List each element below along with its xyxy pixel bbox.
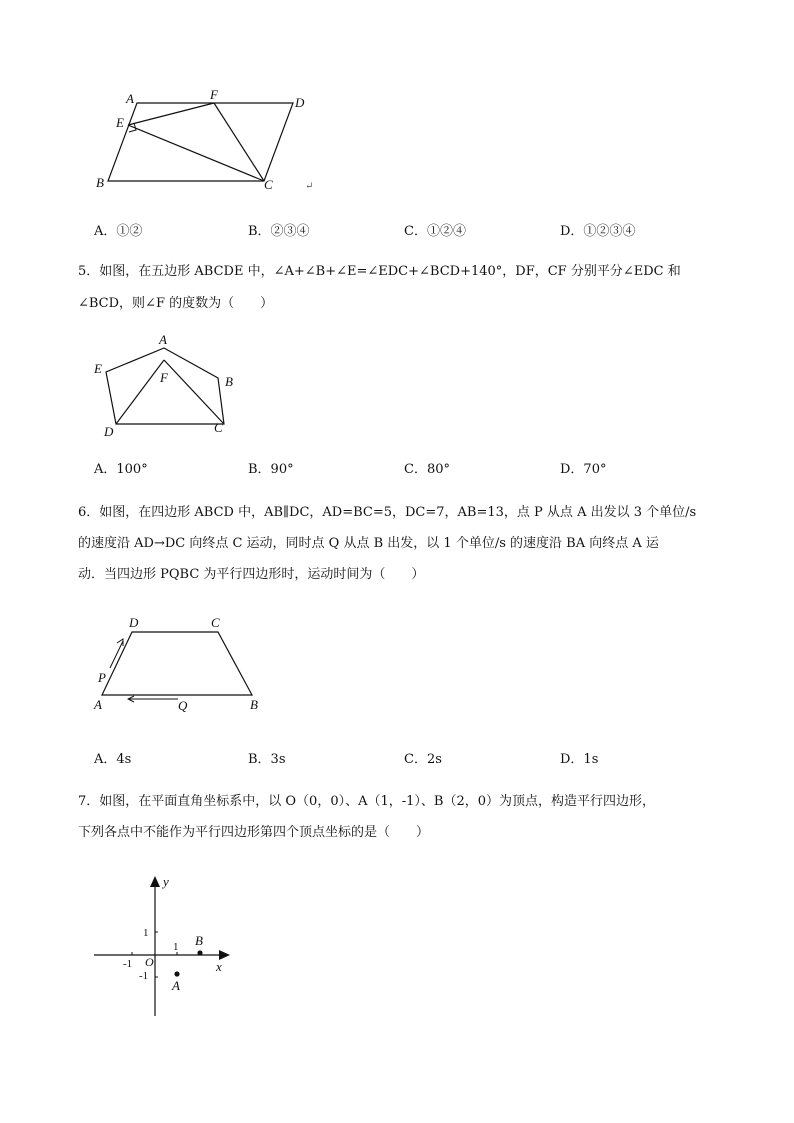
q4-parallelogram-outline <box>108 103 293 181</box>
q5-option-b[interactable]: B．90° <box>248 462 294 477</box>
q6-trapezoid-outline <box>102 632 252 695</box>
q4-label-A: A <box>126 91 134 106</box>
q5-segment-DF <box>116 360 164 424</box>
q5-option-a[interactable]: A．100° <box>94 462 148 477</box>
q6-text-line-2: 的速度沿 AD→DC 向终点 C 运动，同时点 Q 从点 B 出发，以 1 个单位/s 的速度沿 BA 向终点 A 运 <box>78 536 659 551</box>
q4-label-C: C <box>264 177 273 192</box>
q4-label-B: B <box>96 175 104 190</box>
q6-option-c[interactable]: C．2s <box>404 752 442 767</box>
q5-label-A: A <box>159 332 167 347</box>
q7-tick-label-x-neg1: -1 <box>123 958 133 970</box>
q6-option-d[interactable]: D．1s <box>560 752 599 767</box>
q6-option-a[interactable]: A．4s <box>94 752 132 767</box>
q7-text-line-2: 下列各点中不能作为平行四边形第四个顶点坐标的是（ ） <box>78 825 430 840</box>
q5-label-F: F <box>160 370 168 385</box>
q7-label-y: y <box>163 874 169 889</box>
q5-text-line-1: 5．如图，在五边形 ABCDE 中，∠A+∠B+∠E=∠EDC+∠BCD+140°，DF，CF 分别平分∠EDC 和 <box>78 264 681 279</box>
q7-label-O: O <box>145 955 154 969</box>
q5-segment-CF <box>164 360 224 424</box>
q5-label-E: E <box>94 361 102 376</box>
q7-y-axis-arrowhead <box>150 876 160 887</box>
q6-label-B: B <box>250 697 258 712</box>
q6-label-D: D <box>129 615 139 630</box>
q7-text-line-1: 7．如图，在平面直角坐标系中，以 O（0，0）、A（1，-1）、B（2，0）为顶点，构造平行四边形， <box>78 794 656 809</box>
q7-coordinate-plane-figure <box>88 868 248 1020</box>
q6-label-A: A <box>94 697 102 712</box>
q4-parallelogram-figure <box>90 85 330 200</box>
q6-label-Q: Q <box>178 698 188 713</box>
q5-text-line-2: ∠BCD，则∠F 的度数为（ ） <box>78 296 274 311</box>
q5-label-C: C <box>214 420 223 435</box>
q7-tick-label-y-1: 1 <box>143 927 149 939</box>
q7-label-A: A <box>172 978 180 993</box>
q4-segment-EC <box>128 125 264 181</box>
q5-label-B: B <box>225 374 233 389</box>
q6-label-C: C <box>211 615 220 630</box>
q6-trapezoid-figure <box>88 610 278 720</box>
q6-option-b[interactable]: B．3s <box>248 752 286 767</box>
q6-text-line-1: 6．如图，在四边形 ABCD 中，AB∥DC，AD=BC=5，DC=7，AB=13，点 P 从点 A 出发以 3 个单位/s <box>78 505 697 520</box>
q6-label-P: P <box>98 670 106 685</box>
q4-label-E: E <box>116 115 124 130</box>
q6-text-line-3: 动．当四边形 PQBC 为平行四边形时，运动时间为（ ） <box>78 567 425 582</box>
q4-option-b[interactable]: B．②③④ <box>248 224 310 239</box>
q5-option-c[interactable]: C．80° <box>404 462 450 477</box>
q7-point-A <box>174 971 179 976</box>
q4-return-mark: ↵ <box>305 181 314 192</box>
q4-option-a[interactable]: A．①② <box>94 224 143 239</box>
q7-label-B: B <box>195 933 203 948</box>
q4-option-d[interactable]: D．①②③④ <box>560 224 636 239</box>
q4-label-F: F <box>210 87 218 102</box>
q4-segment-FC <box>214 103 264 181</box>
q7-label-x: x <box>216 959 222 974</box>
q5-label-D: D <box>104 424 114 439</box>
q7-tick-label-x-1: 1 <box>173 941 179 953</box>
q5-pentagon-figure <box>88 328 248 443</box>
q4-option-c[interactable]: C．①②④ <box>404 224 466 239</box>
q7-tick-label-y-neg1: -1 <box>139 970 149 982</box>
q7-point-B <box>197 950 202 955</box>
q5-option-d[interactable]: D．70° <box>560 462 607 477</box>
q5-pentagon-outline <box>106 348 224 424</box>
q4-segment-EF <box>128 103 214 125</box>
q4-label-D: D <box>295 95 305 110</box>
